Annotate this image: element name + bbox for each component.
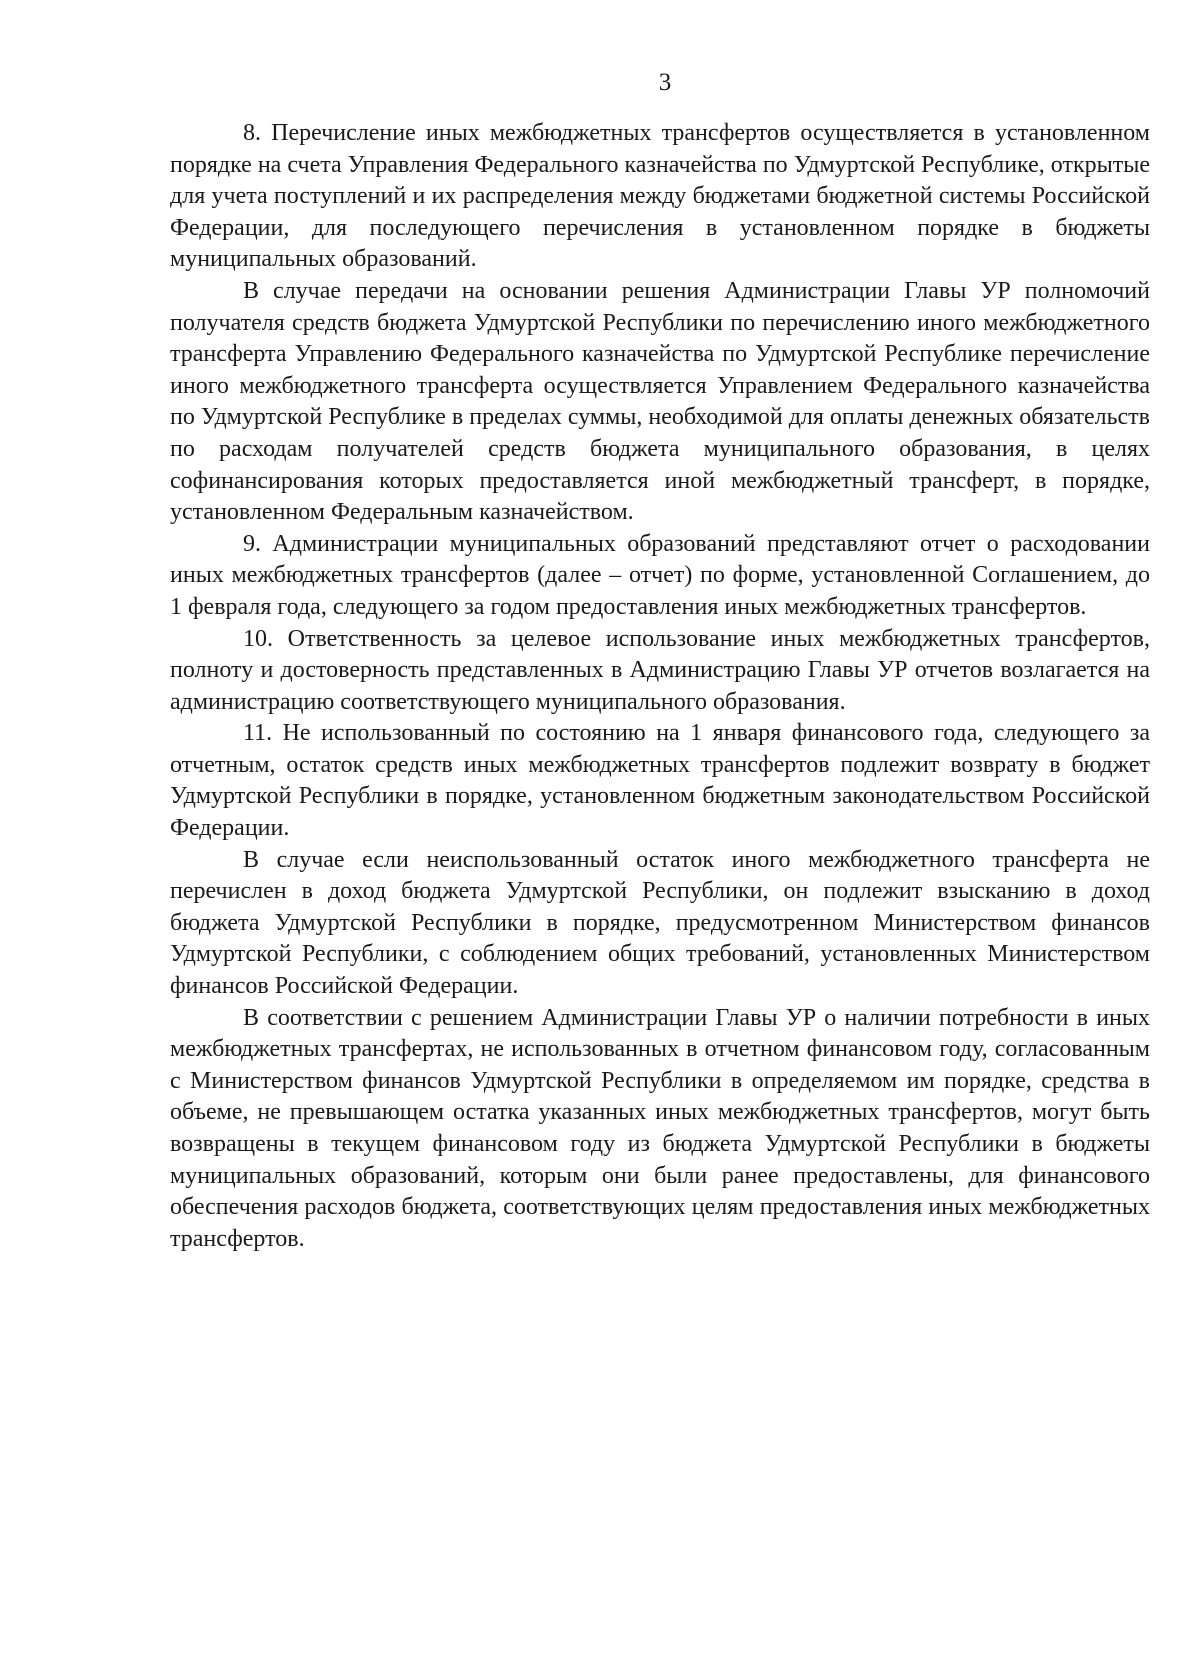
paragraph-9-report: 9. Администрации муниципальных образований представляют отчет о расходовании иных межбюджетных трансфертов (далее – отчет) по форме, установленной Соглашением, до 1 февраля года, следующего за годом предоставления иных межбюджетных трансфертов.	[170, 530, 1150, 620]
paragraph-recovery: В случае если неиспользованный остаток иного межбюджетного трансферта не перечислен в доход бюджета Удмуртской Республики, он подлежит взысканию в доход бюджета Удмуртской Республики в порядке, предусмотренном Министерством финансов Удмуртской Республики, с соблюдением общих требований, установленных Министерством финансов Российской Федерации.	[170, 846, 1150, 1000]
paragraph-11-unused-balance: 11. Не использованный по состоянию на 1 января финансового года, следующего за отчетным, остаток средств иных межбюджетных трансфертов подлежит возврату в бюджет Удмуртской Республики в порядке, установленном бюджетным законодательством Российской Федерации.	[170, 720, 1150, 842]
paragraph-8-transfer: 8. Перечисление иных межбюджетных трансфертов осуществляется в установленном порядке на счета Управления Федерального казначейства по Удмуртской Республике, открытые для учета поступлений и их распределения между бюджетами бюджетной системы Российской Федерации, для последующего перечисления в установленном порядке в бюджеты муниципальных образований.	[170, 120, 1150, 273]
page-number: 3	[658, 69, 672, 96]
paragraph-treasury-powers: В случае передачи на основании решения Администрации Главы УР полномочий получателя средств бюджета Удмуртской Республики по перечислению иного межбюджетного трансферта Управлению Федерального казначейства по Удмуртской Республике перечисление иного межбюджетного трансферта осуществляется Управлением Федерального казначейства по Удмуртской Республике в пределах суммы, необходимой для оплаты денежных обязательств по расходам получателей средств бюджета муниципального образования, в целях софинансирования которых предоставляется иной межбюджетный трансферт, в порядке, установленном Федеральным казначейством.	[170, 277, 1150, 526]
document-body	[170, 118, 1150, 1255]
paragraph-return-funds: В соответствии с решением Администрации Главы УР о наличии потребности в иных межбюджетных трансфертах, не использованных в отчетном финансовом году, согласованным с Министерством финансов Удмуртской Республики в определяемом им порядке, средства в объеме, не превышающем остатка указанных иных межбюджетных трансфертов, могут быть возвращены в текущем финансовом году из бюджета Удмуртской Республики в бюджеты муниципальных образований, которым они были ранее предоставлены, для финансового обеспечения расходов бюджета, соответствующих целям предоставления иных межбюджетных трансфертов.	[170, 1004, 1150, 1252]
paragraph-10-responsibility: 10. Ответственность за целевое использование иных межбюджетных трансфертов, полноту и достоверность представленных в Администрацию Главы УР отчетов возлагается на администрацию соответствующего муниципального образования.	[170, 625, 1150, 715]
